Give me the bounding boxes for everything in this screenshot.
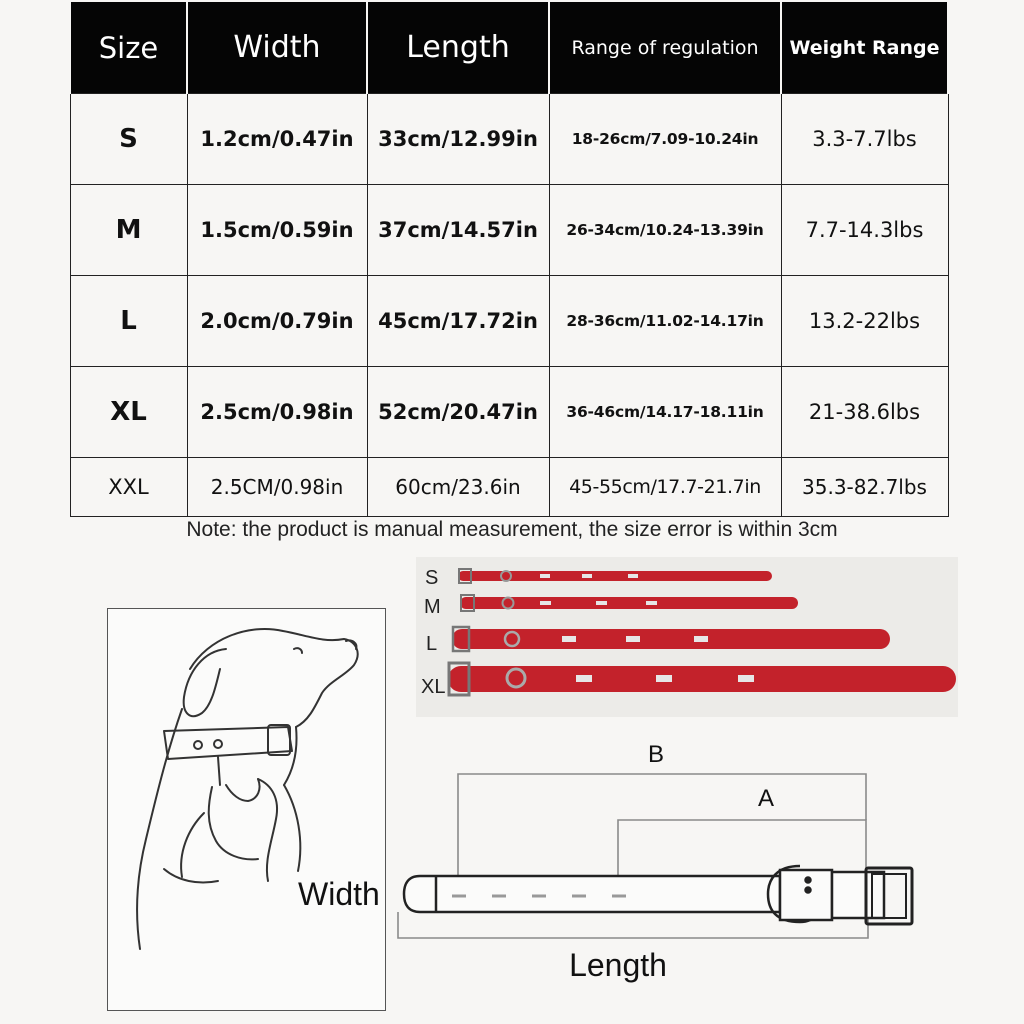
cell-range: 26-34cm/10.24-13.39in xyxy=(549,185,781,276)
label-b: B xyxy=(647,741,665,768)
table-header-row xyxy=(70,2,948,94)
dimension-length-line xyxy=(398,912,868,938)
cell-length: 45cm/17.72in xyxy=(367,276,549,367)
cell-length: 52cm/20.47in xyxy=(367,367,549,458)
cell-range: 45-55cm/17.7-21.7in xyxy=(549,458,781,517)
collar-s-image xyxy=(458,569,772,583)
table-row xyxy=(70,367,948,458)
cell-weight: 3.3-7.7lbs xyxy=(781,94,948,185)
dimension-a-line xyxy=(618,820,866,888)
collar-label-l: L xyxy=(426,633,438,655)
cell-width: 2.5cm/0.98in xyxy=(187,367,367,458)
dog-icon xyxy=(108,609,384,1009)
cell-size: M xyxy=(70,185,187,276)
cell-range: 36-46cm/14.17-18.11in xyxy=(549,367,781,458)
header-size: Size xyxy=(70,2,187,94)
cell-size: S xyxy=(70,94,187,185)
collar-diagram-icon xyxy=(404,866,912,924)
cell-weight: 35.3-82.7lbs xyxy=(781,458,948,517)
cell-size: XXL xyxy=(70,458,187,517)
table-row xyxy=(70,458,948,517)
size-chart-table xyxy=(69,2,949,517)
label-width: Width xyxy=(298,876,380,912)
collars-photo xyxy=(416,557,958,717)
collar-l-image xyxy=(452,627,890,651)
cell-length: 37cm/14.57in xyxy=(367,185,549,276)
collar-xl-image xyxy=(448,663,956,695)
dog-neck-measure-illustration xyxy=(107,608,386,1011)
header-length: Length xyxy=(367,2,549,94)
cell-size: XL xyxy=(70,367,187,458)
header-weight: Weight Range xyxy=(781,2,948,94)
dimension-b-line xyxy=(458,774,866,888)
header-width: Width xyxy=(187,2,367,94)
collars-illustration xyxy=(416,557,958,717)
cell-width: 1.2cm/0.47in xyxy=(187,94,367,185)
label-a: A xyxy=(757,785,775,812)
collar-label-xl: XL xyxy=(421,676,446,698)
label-length: Length xyxy=(569,947,667,983)
cell-range: 18-26cm/7.09-10.24in xyxy=(549,94,781,185)
cell-weight: 13.2-22lbs xyxy=(781,276,948,367)
cell-range: 28-36cm/11.02-14.17in xyxy=(549,276,781,367)
measurement-note: Note: the product is manual measurement, the size error is within 3cm xyxy=(186,518,838,541)
table-row xyxy=(70,185,948,276)
collar-m-image xyxy=(460,595,798,611)
cell-weight: 7.7-14.3lbs xyxy=(781,185,948,276)
header-range: Range of regulation xyxy=(549,2,781,94)
cell-size: L xyxy=(70,276,187,367)
cell-width: 2.0cm/0.79in xyxy=(187,276,367,367)
cell-length: 60cm/23.6in xyxy=(367,458,549,517)
table-row xyxy=(70,276,948,367)
table-row xyxy=(70,94,948,185)
cell-width: 2.5CM/0.98in xyxy=(187,458,367,517)
cell-length: 33cm/12.99in xyxy=(367,94,549,185)
cell-width: 1.5cm/0.59in xyxy=(187,185,367,276)
collar-label-m: M xyxy=(424,596,441,618)
cell-weight: 21-38.6lbs xyxy=(781,367,948,458)
collar-label-s: S xyxy=(425,567,439,589)
